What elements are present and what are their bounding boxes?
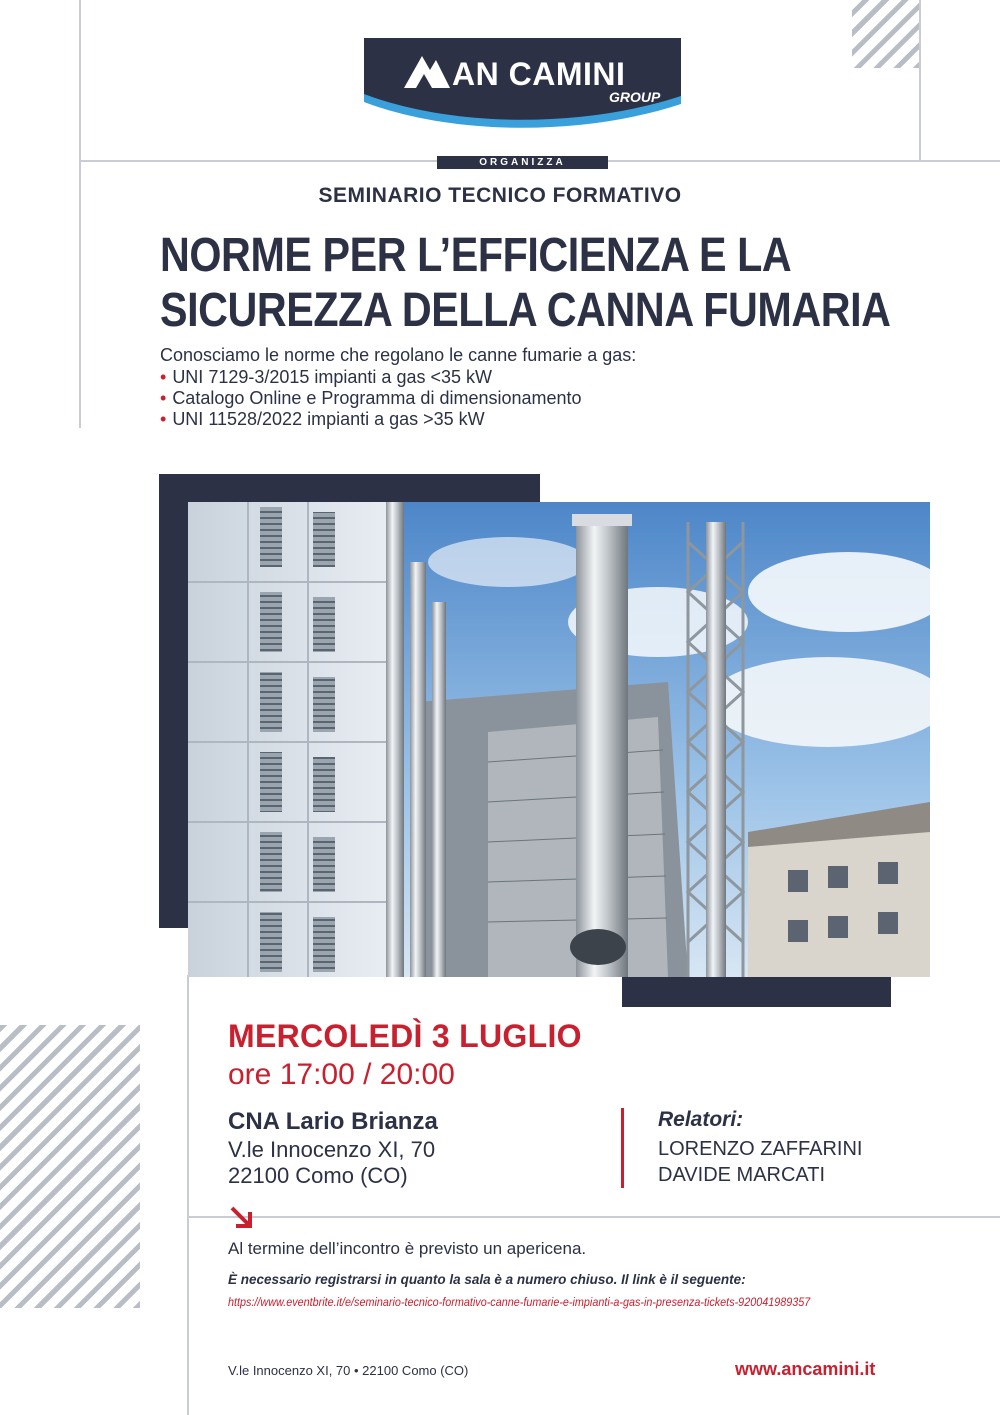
footer-address: V.le Innocenzo XI, 70 • 22100 Como (CO) [228, 1363, 469, 1378]
speakers-title: Relatori: [658, 1108, 744, 1131]
event-time: ore 17:00 / 20:00 [228, 1058, 455, 1091]
chimney-photo [188, 502, 930, 977]
page-title-line-2: SICUREZZA DELLA CANNA FUMARIA [160, 284, 891, 337]
registration-link[interactable]: https://www.eventbrite.it/e/seminario-tecnico-formativo-canne-fumarie-e-impianti-a-gas-in-presenza-tickets-920041989357 [228, 1295, 811, 1309]
bullet-text: UNI 11528/2022 impianti a gas >35 kW [172, 409, 485, 429]
logo-name: AN CAMINI [452, 56, 626, 92]
frame-line-left-top [79, 0, 81, 428]
company-logo [364, 38, 681, 133]
registration-text: È necessario registrarsi in quanto la sala è a numero chiuso. Il link è il seguente: [228, 1272, 746, 1287]
bullet-text: UNI 7129-3/2015 impianti a gas <35 kW [172, 367, 492, 387]
speakers-divider [621, 1108, 624, 1188]
bullet-item [160, 409, 485, 430]
seminar-subtitle: SEMINARIO TECNICO FORMATIVO [318, 184, 682, 207]
bullet-dot: • [160, 388, 167, 408]
event-date: MERCOLEDÌ 3 LUGLIO [228, 1018, 582, 1054]
intro-text: Conosciamo le norme che regolano le canne fumarie a gas: [160, 345, 637, 365]
stripe-pattern-top-right [852, 0, 920, 68]
bullet-text: Catalogo Online e Programma di dimensionamento [172, 388, 582, 408]
bullet-item [160, 367, 492, 388]
arrow-down-right-icon [228, 1204, 256, 1232]
venue-address-line: V.le Innocenzo XI, 70 [228, 1137, 436, 1162]
page-title-line-1: NORME PER L’EFFICIENZA E LA [160, 229, 792, 282]
apericena-note: Al termine dell’incontro è previsto un apericena. [228, 1239, 587, 1258]
venue-name: CNA Lario Brianza [228, 1108, 438, 1135]
venue-address-line: 22100 Como (CO) [228, 1163, 408, 1188]
frame-line-mid [188, 1216, 1000, 1218]
footer-website-link[interactable]: www.ancamini.it [735, 1359, 876, 1379]
speaker-name: DAVIDE MARCATI [658, 1164, 826, 1186]
bullet-item [160, 388, 582, 409]
bullet-dot: • [160, 409, 167, 429]
frame-line-right [919, 0, 921, 160]
frame-line-left-bottom [187, 975, 189, 1415]
logo-group-label: GROUP [609, 89, 661, 105]
stripe-pattern-bottom-left [0, 1025, 140, 1308]
speaker-name: LORENZO ZAFFARINI [658, 1138, 863, 1160]
bullet-dot: • [160, 367, 167, 387]
organizza-label: ORGANIZZA [437, 156, 608, 169]
